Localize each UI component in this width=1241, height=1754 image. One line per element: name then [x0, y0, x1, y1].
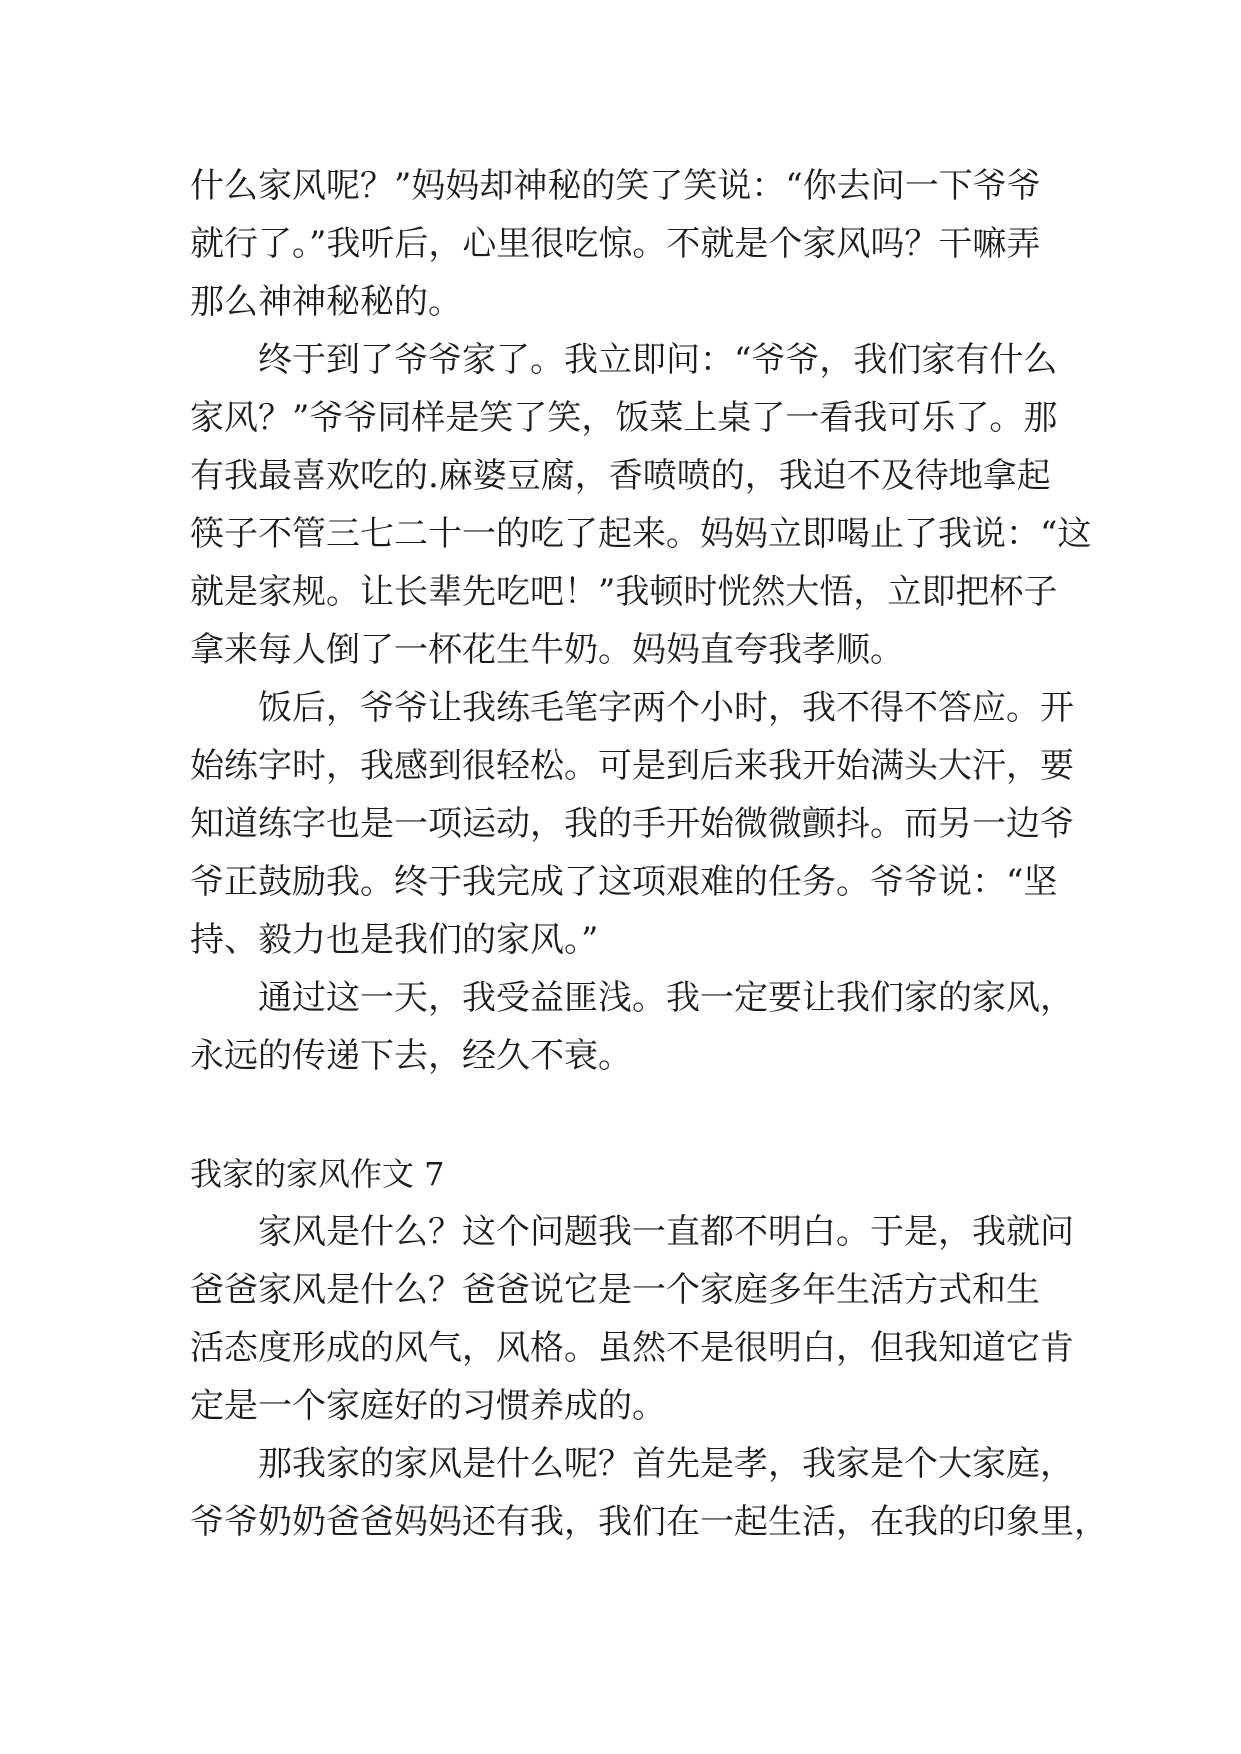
- text-line: 通过这一天，我受益匪浅。我一定要让我们家的家风，: [258, 978, 1074, 1018]
- section-title: 我家的家风作文 7: [190, 1155, 445, 1193]
- text-line: 知道练字也是一项运动，我的手开始微微颤抖。而另一边爷: [190, 804, 1074, 844]
- section-paragraph-1: [190, 1203, 1074, 1435]
- text-line: 家风是什么？这个问题我一直都不明白。于是，我就问: [258, 1212, 1074, 1252]
- text-line: 爸爸家风是什么？爸爸说它是一个家庭多年生活方式和生: [190, 1270, 1040, 1310]
- text-line: 爷正鼓励我。终于我完成了这项艰难的任务。爷爷说：“坚: [190, 862, 1058, 902]
- text-line: 永远的传递下去，经久不衰。: [190, 1036, 632, 1076]
- text-line: 就行了。”我听后，心里很吃惊。不就是个家风吗？干嘛弄: [190, 224, 1041, 264]
- paragraph-2: [190, 331, 1092, 679]
- text-line: 始练字时，我感到很轻松。可是到后来我开始满头大汗，要: [190, 746, 1074, 786]
- paragraph-1: [190, 157, 1070, 331]
- section-paragraph-2: [190, 1435, 1108, 1551]
- text-line: 饭后，爷爷让我练毛笔字两个小时，我不得不答应。开: [258, 688, 1074, 728]
- document-body: [190, 157, 1108, 1551]
- text-line: 终于到了爷爷家了。我立即问：“爷爷，我们家有什么: [258, 340, 1058, 380]
- text-line: 拿来每人倒了一杯花生牛奶。妈妈直夸我孝顺。: [190, 630, 904, 670]
- text-line: 那我家的家风是什么呢？首先是孝，我家是个大家庭，: [258, 1444, 1074, 1484]
- text-line: 爷爷奶奶爸爸妈妈还有我，我们在一起生活，在我的印象里，: [190, 1502, 1108, 1542]
- text-line: 活态度形成的风气，风格。虽然不是很明白，但我知道它肯: [190, 1328, 1074, 1368]
- paragraph-4: [190, 969, 1074, 1085]
- text-line: 家风？”爷爷同样是笑了笑，饭菜上桌了一看我可乐了。那: [190, 398, 1058, 438]
- text-line: 筷子不管三七二十一的吃了起来。妈妈立即喝止了我说：“这: [190, 514, 1092, 554]
- text-line: 持、毅力也是我们的家风。”: [190, 920, 599, 960]
- text-line: 那么神神秘秘的。: [190, 282, 462, 322]
- text-line: 定是一个家庭好的习惯养成的。: [190, 1386, 666, 1426]
- text-line: 有我最喜欢吃的.麻婆豆腐，香喷喷的，我迫不及待地拿起: [190, 456, 1051, 496]
- paragraph-3: [190, 679, 1074, 969]
- text-line: 什么家风呢？”妈妈却神秘的笑了笑说：“你去问一下爷爷: [190, 166, 1041, 206]
- text-line: 就是家规。让长辈先吃吧！”我顿时恍然大悟，立即把杯子: [190, 572, 1058, 612]
